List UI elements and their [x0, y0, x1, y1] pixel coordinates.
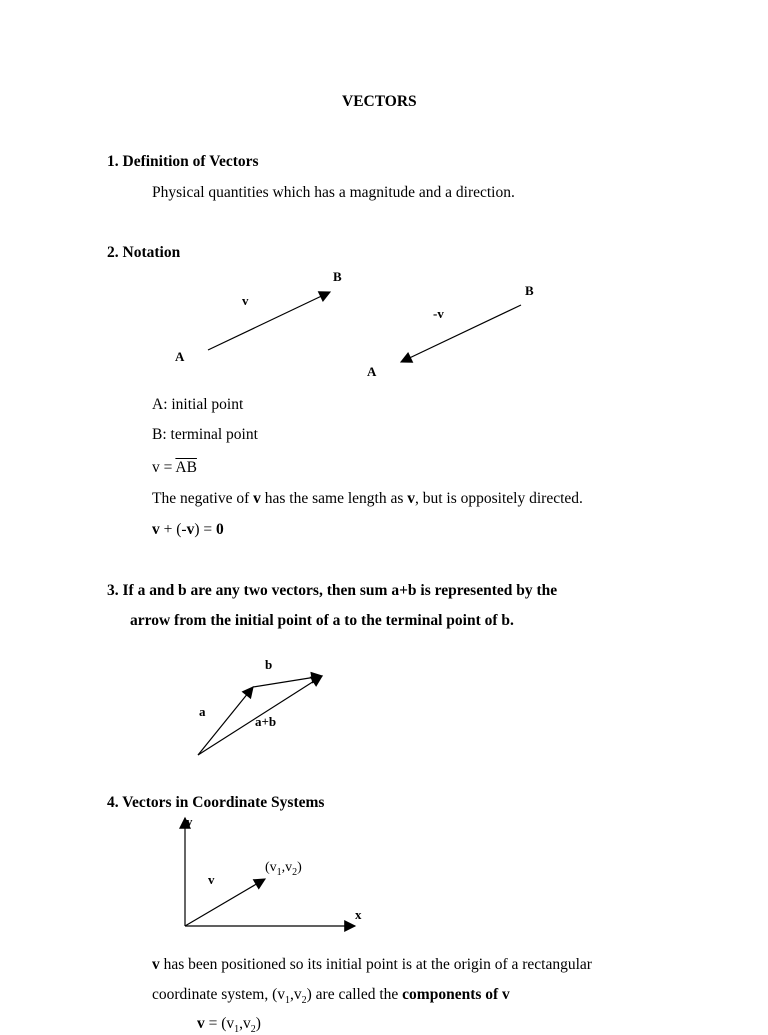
sum-mid: + (- — [159, 521, 187, 538]
neg-p1: The negative of — [152, 490, 254, 507]
axis-label-x: x — [355, 907, 362, 922]
section-1-heading: 1. Definition of Vectors — [107, 153, 259, 170]
section-3-line-2: arrow from the initial point of a to the terminal point of b. — [130, 612, 514, 629]
vector-a-arrow — [198, 687, 253, 755]
comp-sub1: 1 — [276, 866, 282, 878]
sum-end: ) = — [194, 521, 216, 538]
neg-p3: , but is oppositely directed. — [415, 490, 583, 507]
axis-label-y: y — [186, 814, 193, 829]
section-2-heading: 2. Notation — [107, 244, 181, 261]
sum-v: v — [152, 521, 160, 538]
last-eq: = (v — [204, 1015, 235, 1032]
fig2-label-neg-v: -v — [433, 306, 444, 321]
vector-b-arrow — [253, 676, 322, 687]
sum-equation — [152, 522, 224, 538]
last-c: ,v — [239, 1015, 251, 1032]
section-3-line-1: 3. If a and b are any two vectors, then sum a+b is represented by the — [107, 582, 558, 599]
v-equals-text: v = — [152, 459, 176, 476]
terminal-point-line: B: terminal point — [152, 426, 258, 443]
neg-v1: v — [253, 490, 261, 507]
coord-label-v: v — [208, 872, 215, 887]
comp-sub2: 2 — [292, 866, 298, 878]
components-label — [265, 861, 302, 878]
fig2-label-A: A — [367, 364, 377, 379]
fig2-label-B: B — [525, 283, 534, 298]
section-4-heading: 4. Vectors in Coordinate Systems — [107, 794, 325, 811]
comp-comma: ,v — [281, 860, 293, 875]
para-p2a: coordinate system, (v — [152, 986, 286, 1003]
initial-point-line: A: initial point — [152, 396, 244, 413]
comp-close: ) — [297, 860, 302, 875]
vector-neg-v-arrow — [401, 305, 521, 362]
sum-v2: v — [186, 521, 195, 538]
fig1-label-A: A — [175, 349, 185, 364]
para-p2c: ) are called the — [306, 986, 403, 1003]
para-v: v — [152, 956, 160, 973]
section-4-para-line-2 — [152, 987, 510, 1006]
last-s2: 2 — [250, 1024, 256, 1035]
sum-label-b: b — [265, 657, 273, 672]
vector-v-arrow — [208, 292, 330, 350]
sum-label-a: a — [199, 704, 206, 719]
negative-sentence — [152, 491, 583, 507]
fig1-label-v: v — [242, 293, 249, 308]
neg-v2: v — [407, 490, 415, 507]
comp-open: (v — [265, 860, 277, 875]
section-1-text: Physical quantities which has a magnitude and a direction. — [152, 184, 515, 201]
last-s1: 1 — [234, 1024, 240, 1035]
ab-overline: $\overline{AB}$ — [175, 459, 197, 476]
coordinate-vector-v — [185, 879, 265, 926]
page-title: VECTORS — [342, 93, 417, 110]
section-4-last-line — [197, 1016, 261, 1035]
neg-p2: has the same length as — [260, 490, 408, 507]
para-components: components of v — [402, 986, 510, 1003]
para-p2b: ,v — [290, 986, 302, 1003]
v-equals-ab — [152, 460, 197, 476]
last-close: ) — [255, 1015, 261, 1032]
sum-label-a-plus-b: a+b — [255, 714, 277, 729]
para-s2: 2 — [301, 995, 307, 1007]
fig1-label-B: B — [333, 269, 342, 284]
sum-zero: 0 — [215, 521, 224, 538]
section-4-para-line-1 — [152, 957, 592, 973]
last-v: v — [197, 1015, 205, 1032]
para-s1: 1 — [285, 995, 291, 1007]
para-p1: has been positioned so its initial point is at the origin of a rectangular — [159, 956, 592, 973]
